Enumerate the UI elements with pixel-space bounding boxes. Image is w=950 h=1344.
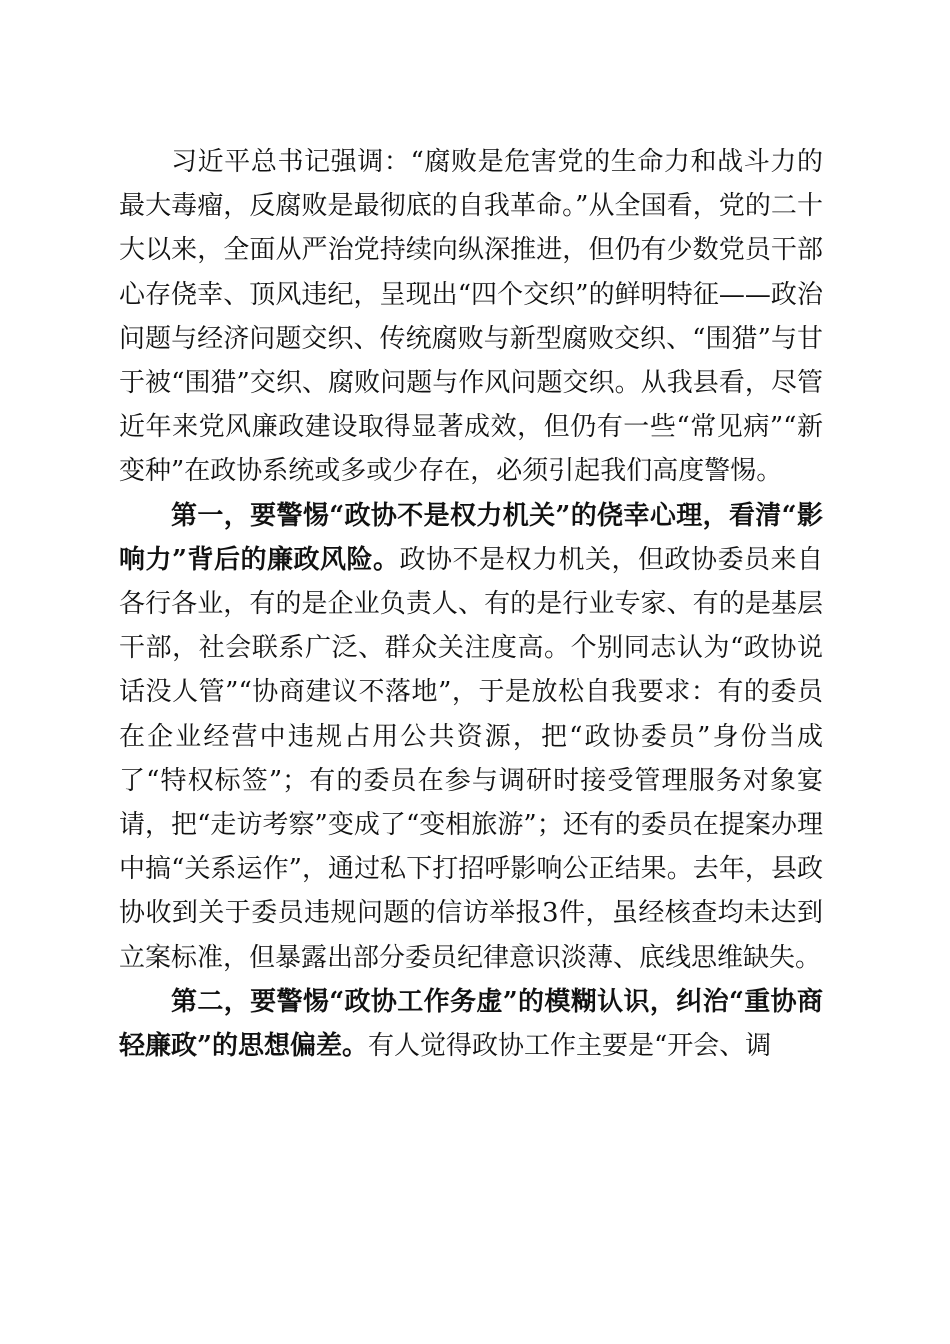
paragraph-point-one (119, 494, 823, 980)
paragraph-intro-text: 习近平总书记强调：“腐败是危害党的生命力和战斗力的最大毒瘤，反腐败是最彻底的自我革命。”从全国看，党的二十大以来，全面从严治党持续向纵深推进，但仍有少数党员干部心存侥幸、顶风违纪，呈现出“四个交织”的鲜明特征——政治问题与经济问题交织、传统腐败与新型腐败交织、“围猎”与甘于被“围猎”交织、腐败问题与作风问题交织。从我县看，尽管近年来党风廉政建设取得显著成效，但仍有一些“常见病”“新变种”在政协系统或多或少存在，必须引起我们高度警惕。 (119, 147, 823, 487)
paragraph-point-one-text: 政协不是权力机关，但政协委员来自各行各业，有的是企业负责人、有的是行业专家、有的是基层干部，社会联系广泛、群众关注度高。个别同志认为“政协说话没人管”“协商建议不落地”，于是放松自我要求：有的委员在企业经营中违规占用公共资源，把“政协委员”身份当成了“特权标签”；有的委员在参与调研时接受管理服务对象宴请，把“走访考察”变成了“变相旅游”；还有的委员在提案办理中搞“关系运作”，通过私下打招呼影响公正结果。去年，县政协收到关于委员违规问题的信访举报3件，虽经核查均未达到立案标准，但暴露出部分委员纪律意识淡薄、底线思维缺失。 (119, 544, 823, 973)
document-body (119, 140, 823, 1068)
paragraph-point-two (119, 980, 823, 1068)
paragraph-point-one-heading: 第一，要警惕“政协不是权力机关”的侥幸心理，看清“影响力”背后的廉政风险。 (119, 500, 823, 575)
paragraph-point-two-text: 有人觉得政协工作主要是“开会、调 (367, 1031, 772, 1062)
paragraph-intro (119, 140, 823, 494)
paragraph-point-two-heading: 第二，要警惕“政协工作务虚”的模糊认识，纠治“重协商轻廉政”的思想偏差。 (119, 986, 823, 1062)
